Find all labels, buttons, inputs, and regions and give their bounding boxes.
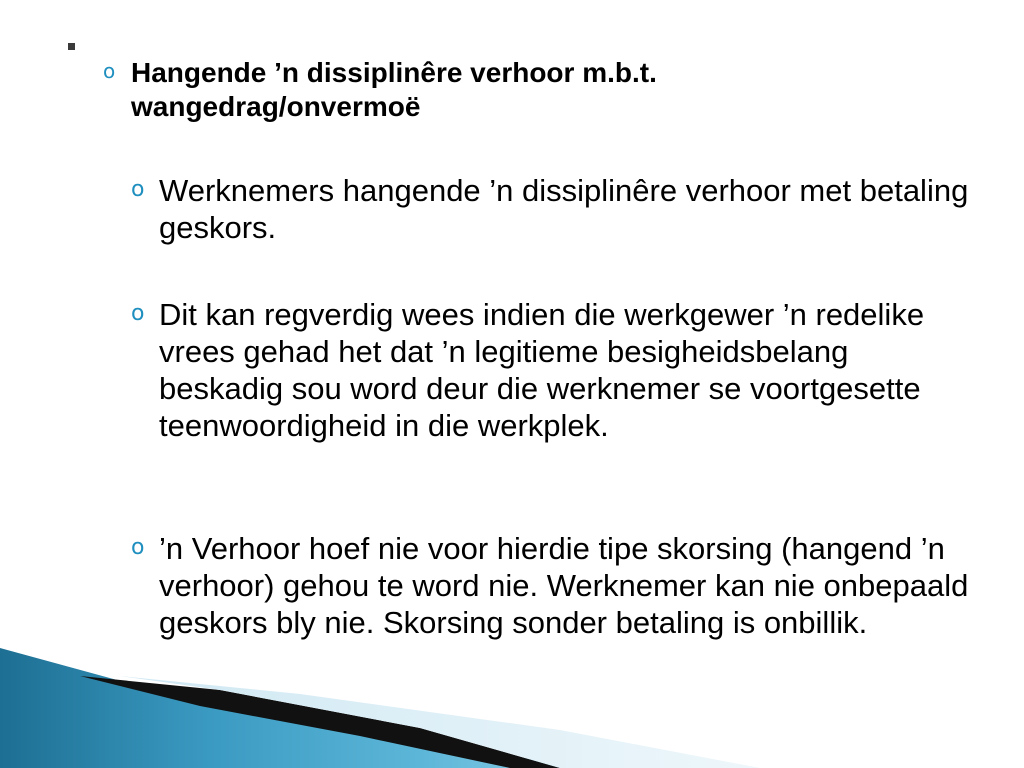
heading-bullet: [103, 56, 863, 124]
sub-bullet-1: [131, 172, 981, 246]
sub-bullet-text: Dit kan regverdig wees indien die werkgewer ’n redelike vrees gehad het dat ’n legitieme besigheidsbelang beskadig sou word deur die werknemer se voortgesette teenwoordigheid in die werkplek.: [159, 297, 925, 443]
sub-bullet-3: [131, 530, 981, 641]
circle-bullet-icon: o: [103, 59, 116, 83]
circle-bullet-icon: o: [131, 177, 145, 202]
sub-bullet-2: [131, 296, 981, 444]
heading-text: Hangende ’n dissiplinêre verhoor m.b.t. wangedrag/onvermoë: [131, 57, 657, 122]
sub-bullet-text: Werknemers hangende ’n dissiplinêre verhoor met betaling geskors.: [159, 173, 969, 245]
black-band: [80, 676, 560, 768]
corner-mark: [68, 43, 75, 50]
blue-band: [0, 648, 600, 768]
sub-bullet-text: ’n Verhoor hoef nie voor hierdie tipe skorsing (hangend ’n verhoor) gehou te word nie. Werknemer kan nie onbepaald geskors bly nie. Skorsing sonder betaling is onbillik.: [159, 531, 969, 640]
circle-bullet-icon: o: [131, 301, 145, 326]
pale-band: [120, 676, 760, 768]
circle-bullet-icon: o: [131, 535, 145, 560]
